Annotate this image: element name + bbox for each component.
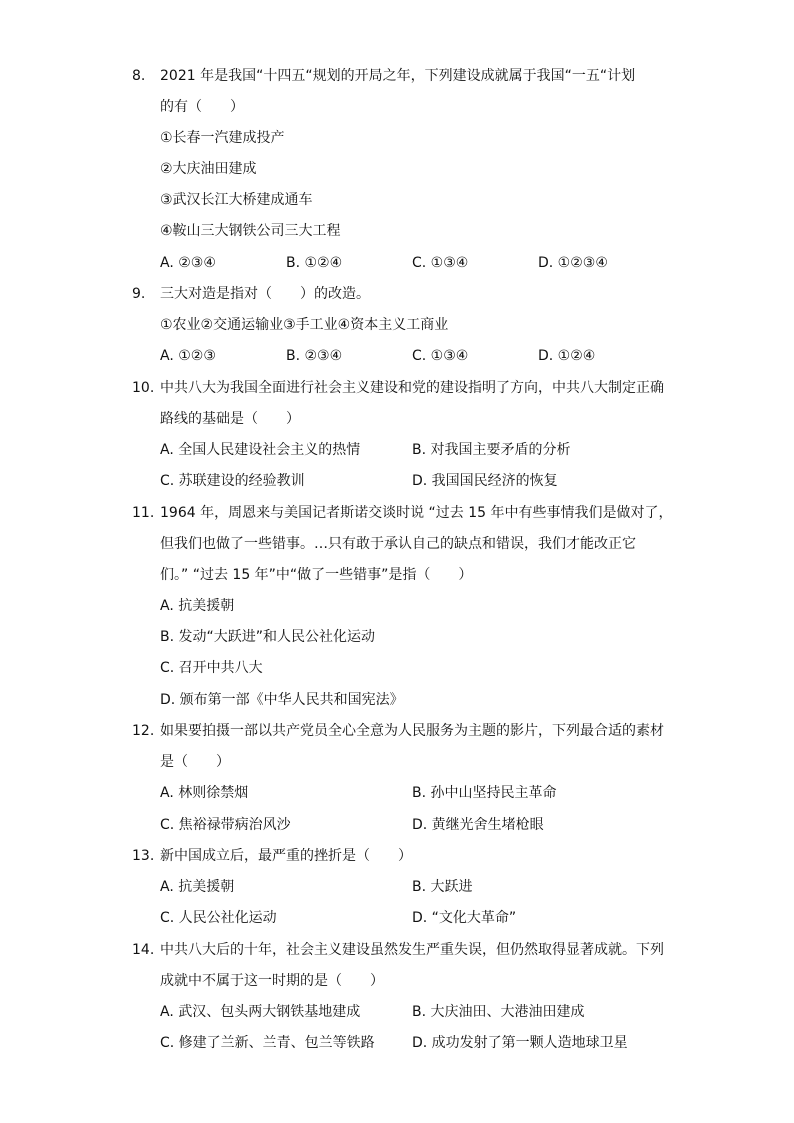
statement-item: ②大庆油田建成 — [160, 161, 257, 177]
question-stem-line: 的有（ ） — [160, 99, 244, 115]
option-c[interactable]: C. 修建了兰新、兰青、包兰等铁路 — [160, 1035, 375, 1051]
option-b[interactable]: B. 发动“大跃进”和人民公社化运动 — [160, 629, 376, 645]
option-b[interactable]: B. 大庆油田、大港油田建成 — [412, 1004, 585, 1020]
question-stem-line: 中共八大为我国全面进行社会主义建设和党的建设指明了方向，中共八大制定正确 — [160, 380, 664, 396]
question-number: 12. — [132, 723, 155, 739]
option-c[interactable]: C. 召开中共八大 — [160, 660, 263, 676]
question-stem-line: 三大对造是指对（ ）的改造。 — [160, 286, 370, 302]
question-stem-line: 新中国成立后，最严重的挫折是（ ） — [160, 848, 412, 864]
question-stem-line: 中共八大后的十年，社会主义建设虽然发生严重失误，但仍然取得显著成就。下列 — [160, 942, 664, 958]
question-stem-line: 但我们也做了一些错事。…只有敢于承认自己的缺点和错误，我们才能改正它 — [160, 536, 636, 552]
option-a[interactable]: A. 林则徐禁烟 — [160, 785, 249, 801]
option-c[interactable]: C. 苏联建设的经验教训 — [160, 473, 305, 489]
question-stem-line: 是（ ） — [160, 754, 230, 770]
question-stem-line: 们。” “过去 15 年”中“做了一些错事”是指（ ） — [160, 567, 473, 583]
option-a[interactable]: A. ①②③ — [160, 348, 216, 364]
question-stem-line: 如果要拍摄一部以共产党员全心全意为人民服务为主题的影片，下列最合适的素材 — [160, 723, 664, 739]
option-c[interactable]: C. 焦裕禄带病治风沙 — [160, 817, 291, 833]
option-d[interactable]: D. 成功发射了第一颗人造地球卫星 — [412, 1035, 628, 1051]
question-number: 13. — [132, 848, 155, 864]
question-number: 9. — [132, 286, 146, 302]
option-d[interactable]: D. 我国国民经济的恢复 — [412, 473, 558, 489]
option-a[interactable]: A. 抗美援朝 — [160, 598, 235, 614]
question-number: 8. — [132, 68, 146, 84]
question-number: 14. — [132, 942, 155, 958]
option-a[interactable]: A. 武汉、包头两大钢铁基地建成 — [160, 1004, 361, 1020]
statement-item: ①农业②交通运输业③手工业④资本主义工商业 — [160, 317, 449, 333]
option-a[interactable]: A. 抗美援朝 — [160, 879, 235, 895]
statement-item: ①长春一汽建成投产 — [160, 130, 285, 146]
option-a[interactable]: A. 全国人民建设社会主义的热情 — [160, 442, 361, 458]
option-b[interactable]: B. ②③④ — [286, 348, 343, 364]
option-b[interactable]: B. 孙中山坚持民主革命 — [412, 785, 557, 801]
option-d[interactable]: D. 黄继光舍生堵枪眼 — [412, 817, 544, 833]
option-b[interactable]: B. 大跃进 — [412, 879, 473, 895]
option-c[interactable]: C. ①③④ — [412, 255, 469, 271]
question-stem-line: 路线的基础是（ ） — [160, 411, 300, 427]
question-stem-line: 2021 年是我国“十四五“规划的开局之年，下列建设成就属于我国“一五“计划 — [160, 68, 636, 84]
question-number: 10. — [132, 380, 155, 396]
option-b[interactable]: B. ①②④ — [286, 255, 343, 271]
option-d[interactable]: D. ①②③④ — [538, 255, 608, 271]
statement-item: ④鞍山三大钢铁公司三大工程 — [160, 223, 341, 239]
question-stem-line: 成就中不属于这一时期的是（ ） — [160, 973, 384, 989]
option-c[interactable]: C. 人民公社化运动 — [160, 910, 277, 926]
question-number: 11. — [132, 505, 155, 521]
option-a[interactable]: A. ②③④ — [160, 255, 216, 271]
option-d[interactable]: D. “文化大革命” — [412, 910, 517, 926]
statement-item: ③武汉长江大桥建成通车 — [160, 192, 313, 208]
option-d[interactable]: D. 颁布第一部《中华人民共和国宪法》 — [160, 692, 404, 708]
option-c[interactable]: C. ①③④ — [412, 348, 469, 364]
question-stem-line: 1964 年，周恩来与美国记者斯诺交谈时说 “过去 15 年中有些事情我们是做对了， — [160, 505, 673, 521]
option-b[interactable]: B. 对我国主要矛盾的分析 — [412, 442, 571, 458]
option-d[interactable]: D. ①②④ — [538, 348, 596, 364]
